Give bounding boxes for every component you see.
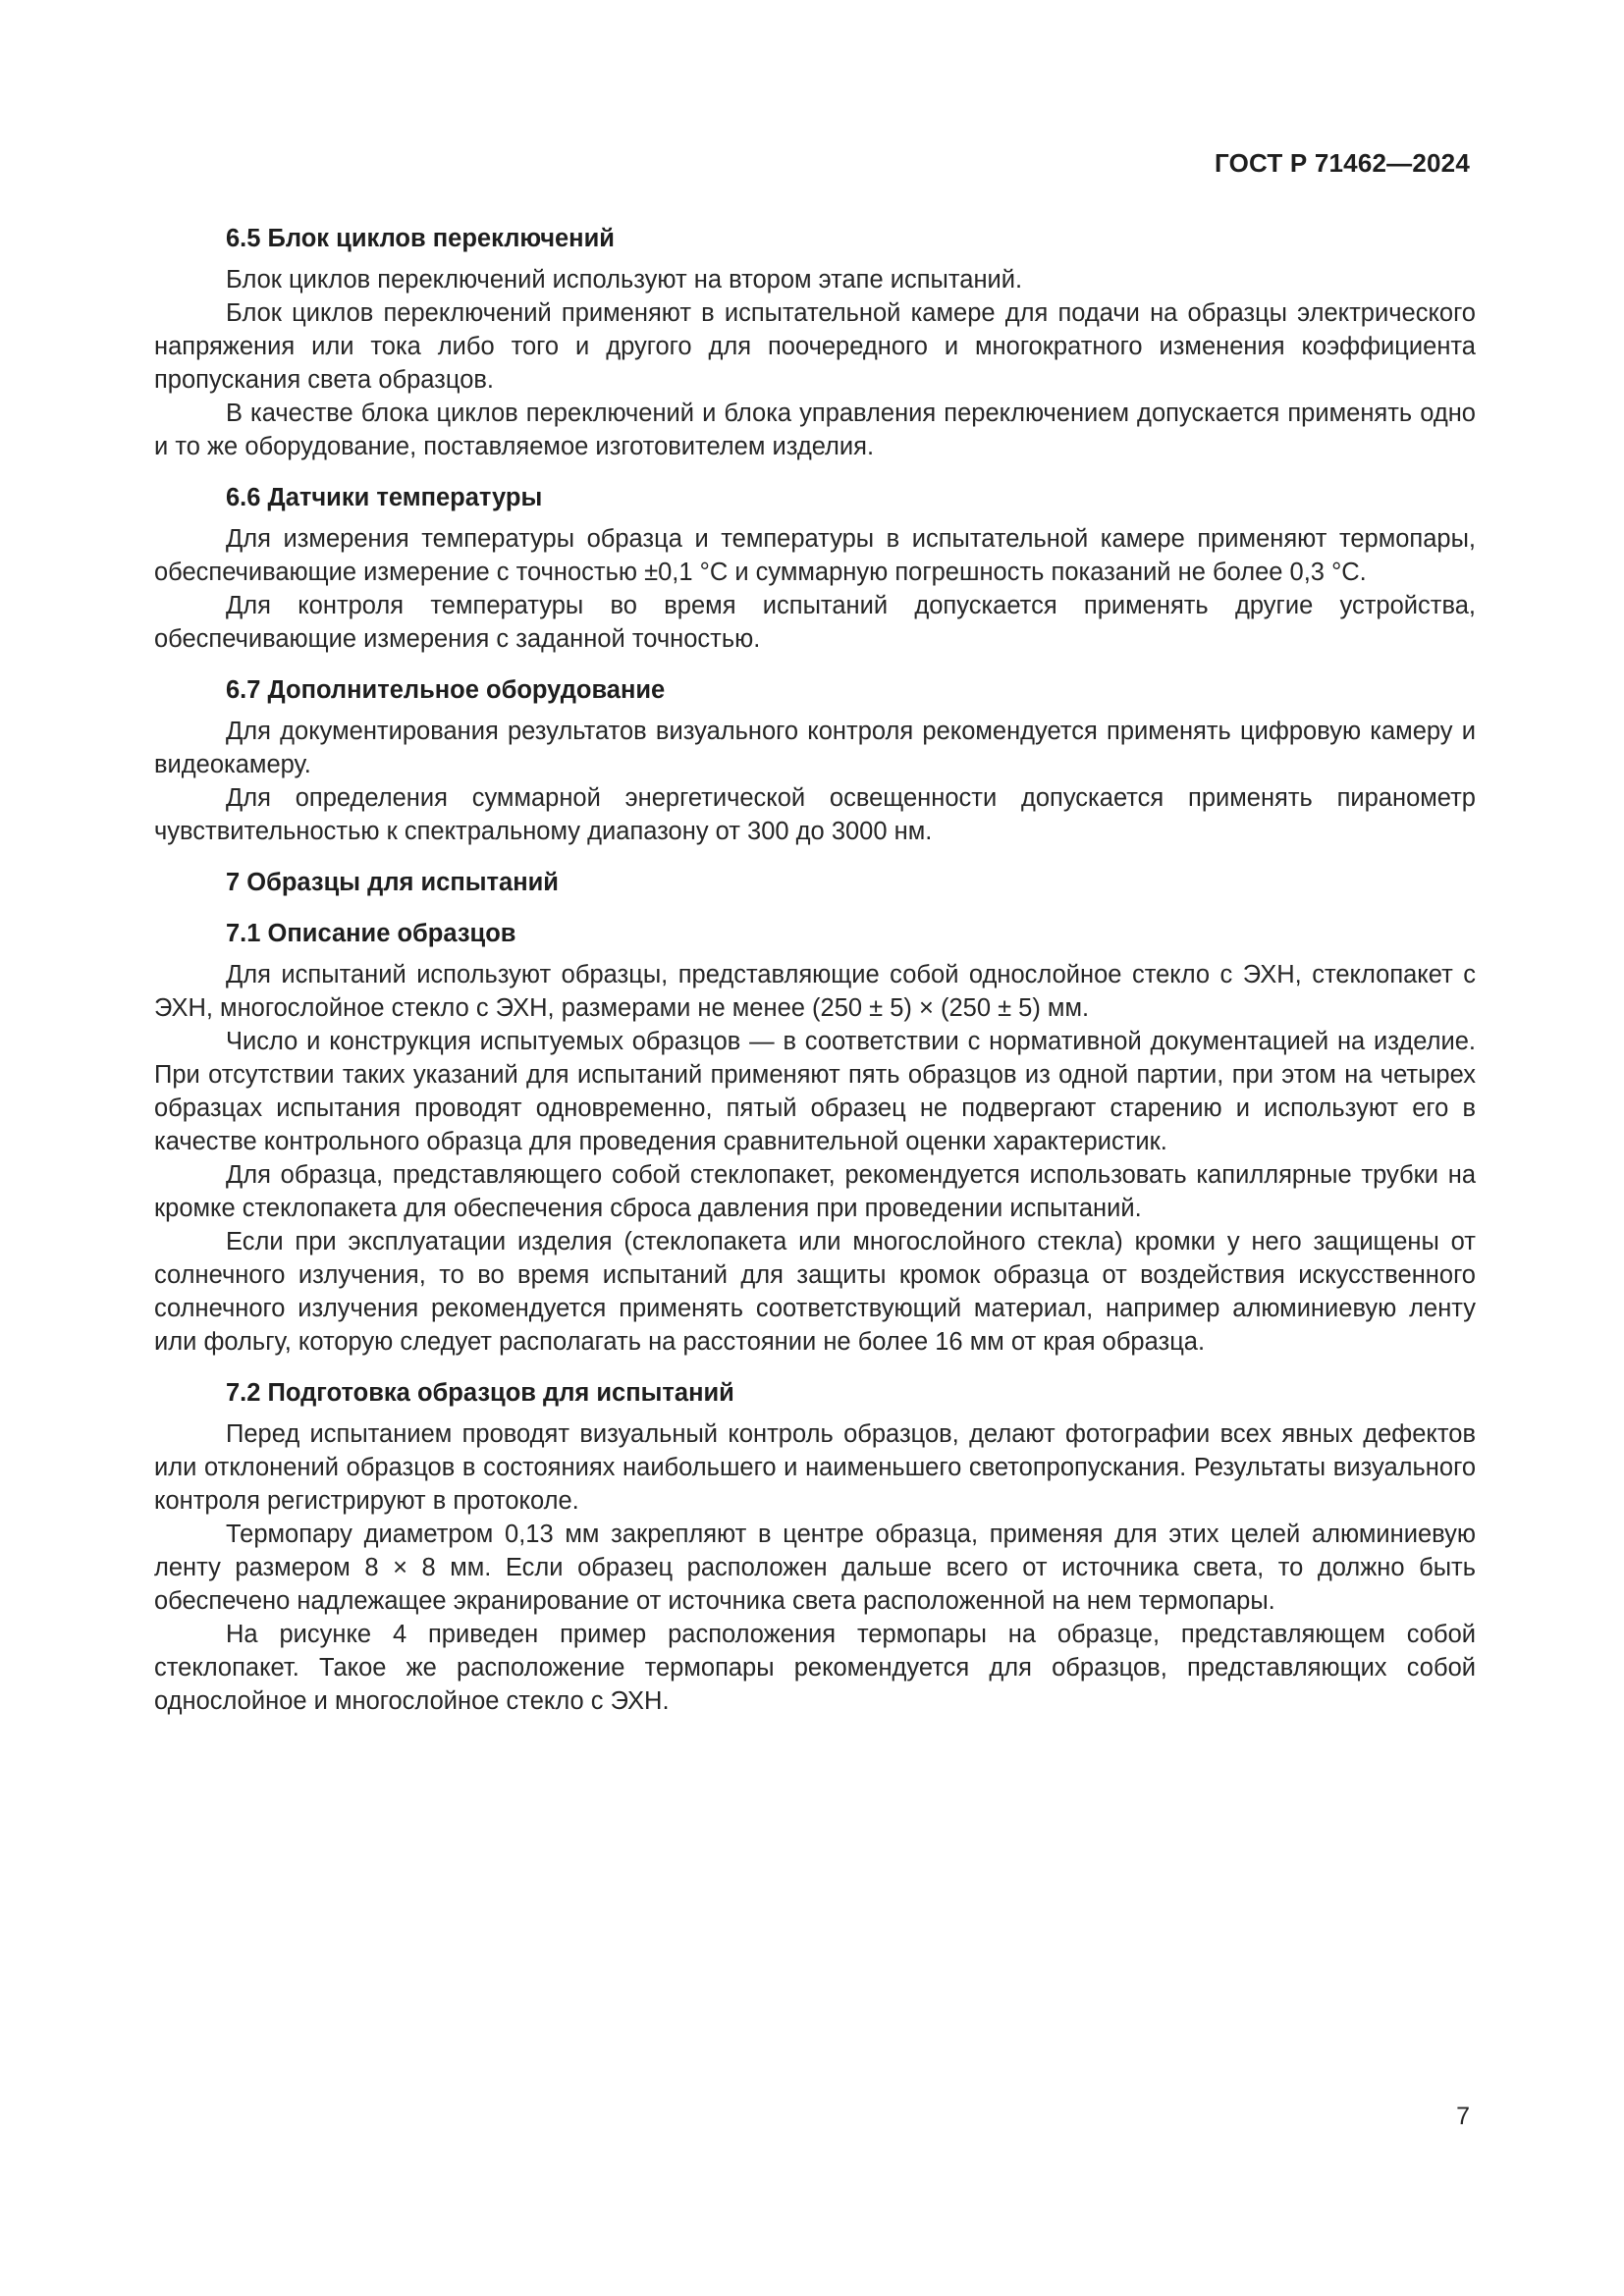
section-heading-7-1: 7.1 Описание образцов (226, 920, 516, 947)
section-heading-6-6: 6.6 Датчики температуры (226, 484, 543, 511)
paragraph: Число и конструкция испытуемых образцов — в соответствии с нормативной документацией на изделие. При отсутствии таких указаний для испытаний применяют пять образцов из одной партии, при этом на четырех образцах испытания проводят одновременно, пятый образец не подвергают старению и используют его в качестве контрольного образца для проведения сравнительной оценки характеристик. (154, 1028, 1476, 1155)
section-heading-6-7: 6.7 Дополнительное оборудование (226, 676, 666, 704)
paragraph: Для измерения температуры образца и температуры в испытательной камере применяют термопары, обеспечивающие измерение с точностью ±0,1 °С и суммарную погрешность показаний не более 0,3 °С. (154, 525, 1476, 586)
document-body (154, 222, 1476, 1718)
paragraph: Если при эксплуатации изделия (стеклопакета или многослойного стекла) кромки у него защищены от солнечного излучения, то во время испытаний для защиты кромок образца от воздействия искусственного солнечного излучения рекомендуется применять соответствующий материал, например алюминиевую ленту или фольгу, которую следует располагать на расстоянии не более 16 мм от края образца. (154, 1228, 1476, 1356)
paragraph: Термопару диаметром 0,13 мм закрепляют в центре образца, применяя для этих целей алюминиевую ленту размером 8 × 8 мм. Если образец расположен дальше всего от источника света, то должно быть обеспечено надлежащее экранирование от источника света расположенной на нем термопары. (154, 1521, 1476, 1615)
paragraph: В качестве блока циклов переключений и блока управления переключением допускается применять одно и то же оборудование, поставляемое изготовителем изделия. (154, 400, 1476, 460)
paragraph: На рисунке 4 приведен пример расположения термопары на образце, представляющем собой стеклопакет. Такое же расположение термопары рекомендуется для образцов, представляющих собой однослойное и многослойное стекло с ЭХН. (154, 1621, 1476, 1715)
paragraph: Блок циклов переключений используют на втором этапе испытаний. (226, 266, 1023, 294)
paragraph: Для определения суммарной энергетической освещенности допускается применять пиранометр чувствительностью к спектральному диапазону от 300 до 3000 нм. (154, 784, 1476, 845)
paragraph: Для документирования результатов визуального контроля рекомендуется применять цифровую камеру и видеокамеру. (154, 718, 1476, 778)
section-heading-7-2: 7.2 Подготовка образцов для испытаний (226, 1379, 734, 1407)
page-number: 7 (1456, 2103, 1470, 2130)
paragraph: Перед испытанием проводят визуальный контроль образцов, делают фотографии всех явных дефектов или отклонений образцов в состояниях наибольшего и наименьшего светопропускания. Результаты визуального контроля регистрируют в протоколе. (154, 1420, 1476, 1515)
section-heading-6-5: 6.5 Блок циклов переключений (226, 225, 615, 252)
paragraph: Блок циклов переключений применяют в испытательной камере для подачи на образцы электрического напряжения или тока либо того и другого для поочередного и многократного изменения коэффициента пропускания света образцов. (154, 299, 1476, 394)
section-heading-7: 7 Образцы для испытаний (226, 869, 559, 896)
paragraph: Для образца, представляющего собой стеклопакет, рекомендуется использовать капиллярные трубки на кромке стеклопакета для обеспечения сброса давления при проведении испытаний. (154, 1161, 1476, 1222)
paragraph: Для испытаний используют образцы, представляющие собой однослойное стекло с ЭХН, стеклопакет с ЭХН, многослойное стекло с ЭХН, размерами не менее (250 ± 5) × (250 ± 5) мм. (154, 961, 1476, 1022)
paragraph: Для контроля температуры во время испытаний допускается применять другие устройства, обеспечивающие измерения с заданной точностью. (154, 592, 1476, 653)
document-code: ГОСТ Р 71462—2024 (1215, 148, 1470, 178)
